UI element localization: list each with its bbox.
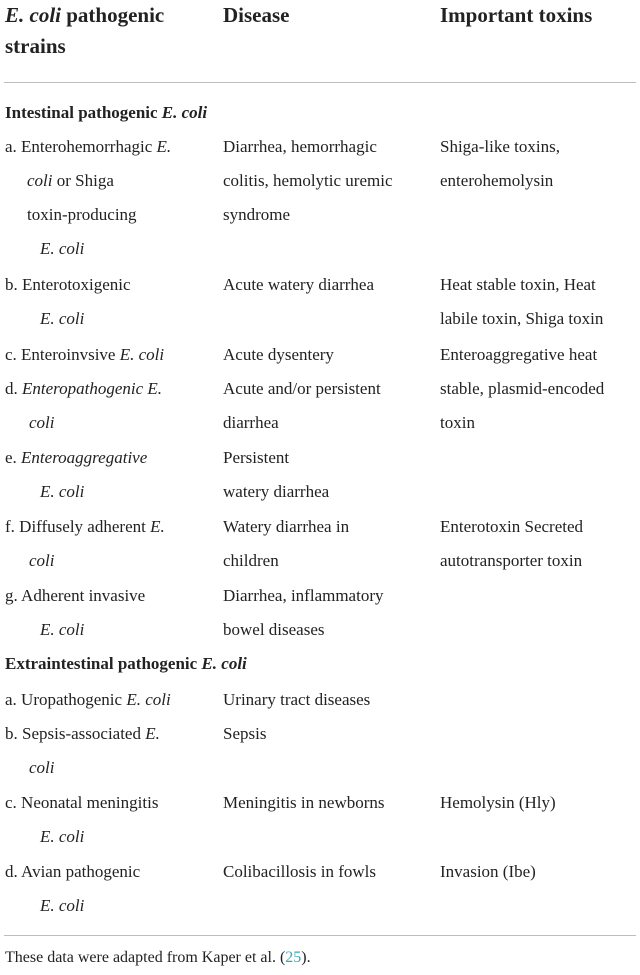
text-span: a. Enterohemorrhagic (5, 137, 157, 156)
italic-span: E. coli (40, 620, 85, 639)
row-a1-disease-l2: colitis, hemolytic uremic (223, 171, 393, 190)
italic-span: coli (29, 413, 55, 432)
row-b1-toxin-l1: Heat stable toxin, Heat (440, 275, 596, 294)
header-disease: Disease (223, 3, 290, 27)
row-d1-disease-l2: diarrhea (223, 413, 279, 432)
row-f1-toxin-l1: Enterotoxin Secreted (440, 517, 584, 536)
section-extraintestinal (5, 647, 247, 681)
row-a1-strain-l2 (27, 164, 114, 198)
footer-rule (4, 935, 636, 936)
header-strains-italic: E. coli (5, 3, 61, 27)
header-strains (5, 0, 164, 62)
text-span: d. (5, 379, 22, 398)
text-span: b. Sepsis-associated (5, 724, 146, 743)
row-d2-strain-l1: d. Avian pathogenic (5, 862, 141, 881)
row-d1-strain-l1 (5, 372, 162, 406)
row-d1-strain-l2 (29, 406, 55, 440)
italic-span: E. coli (40, 827, 85, 846)
row-b1-toxin-l2: labile toxin, Shiga toxin (440, 309, 604, 328)
italic-span: coli (29, 758, 55, 777)
row-a1-strain-l3: toxin-producing (27, 205, 137, 224)
row-c1-toxin-l1: Enteroaggregative heat (440, 345, 598, 364)
footnote-text: These data were adapted from Kaper et al. ( (5, 949, 286, 966)
row-f1-disease-l2: children (223, 551, 279, 570)
section-extraintestinal-italic: E. coli (201, 654, 247, 673)
section-extraintestinal-prefix: Extraintestinal pathogenic (5, 654, 202, 673)
header-toxins: Important toxins (440, 3, 593, 27)
row-c2-toxin-l1: Hemolysin (Hly) (440, 793, 556, 812)
row-d1-disease-l1: Acute and/or persistent (223, 379, 381, 398)
footnote (5, 941, 311, 975)
row-e1-disease-l2: watery diarrhea (223, 482, 330, 501)
italic-span: E. (145, 724, 160, 743)
row-f1-disease-l1: Watery diarrhea in (223, 517, 350, 536)
italic-span: coli (27, 171, 53, 190)
row-b1-strain-l1: b. Enterotoxigenic (5, 275, 131, 294)
section-intestinal-prefix: Intestinal pathogenic (5, 103, 162, 122)
row-f1-toxin-l2: autotransporter toxin (440, 551, 583, 570)
row-a2-strain-l1 (5, 683, 171, 717)
italic-span: E. coli (126, 690, 171, 709)
text-span: a. Uropathogenic (5, 690, 127, 709)
text-span: c. Enteroinvsive (5, 345, 120, 364)
text-span: f. Diffusely adherent (5, 517, 151, 536)
row-f1-strain-l2 (29, 544, 55, 578)
row-b2-disease-l1: Sepsis (223, 724, 267, 743)
row-g1-disease-l1: Diarrhea, inflammatory (223, 586, 384, 605)
row-a1-strain-l1 (5, 130, 171, 164)
row-d2-disease-l1: Colibacillosis in fowls (223, 862, 376, 881)
reference-link[interactable]: 25 (285, 949, 302, 966)
header-rule (4, 82, 636, 83)
italic-span: E. coli (119, 345, 165, 364)
italic-span: E. coli (40, 309, 85, 328)
italic-span: E. (150, 517, 165, 536)
row-b1-disease-l1: Acute watery diarrhea (223, 275, 375, 294)
section-intestinal-italic: E. coli (161, 103, 208, 122)
italic-span: E. coli (40, 239, 85, 258)
row-c1-strain-l1 (5, 338, 164, 372)
row-g1-strain-l1: g. Adherent invasive (5, 586, 146, 605)
row-c1-disease-l1: Acute dysentery (223, 345, 334, 364)
text-span: e. (5, 448, 22, 467)
italic-span: coli (29, 551, 55, 570)
text-span: or Shiga (52, 171, 114, 190)
row-d2-strain-l2 (40, 889, 84, 923)
row-e1-strain-l1 (5, 441, 147, 475)
row-a1-disease-l3: syndrome (223, 205, 291, 224)
italic-span: Enteroaggregative (21, 448, 148, 467)
row-a1-strain-l4 (40, 232, 84, 266)
row-e1-strain-l2 (40, 475, 84, 509)
italic-span: E. coli (40, 482, 85, 501)
row-c1-toxin-l2: stable, plasmid-encoded (440, 379, 605, 398)
italic-span: Enteropathogenic E. (22, 379, 163, 398)
footnote-close: ). (301, 949, 311, 966)
row-a1-disease-l1: Diarrhea, hemorrhagic (223, 137, 377, 156)
row-e1-disease-l1: Persistent (223, 448, 290, 467)
section-intestinal (5, 96, 207, 130)
row-c2-strain-l2 (40, 820, 84, 854)
row-b2-strain-l1 (5, 717, 160, 751)
italic-span: E. (156, 137, 172, 156)
header-strains-text: pathogenic (61, 3, 165, 27)
header-strains-line2: strains (5, 34, 66, 58)
row-g1-strain-l2 (40, 613, 84, 647)
row-f1-strain-l1 (5, 510, 165, 544)
row-b2-strain-l2 (29, 751, 55, 785)
row-c1-toxin-l3: toxin (440, 413, 475, 432)
row-b1-strain-l2 (40, 302, 84, 336)
row-a1-toxin-l2: enterohemolysin (440, 171, 554, 190)
italic-span: E. coli (40, 896, 85, 915)
row-a2-disease-l1: Urinary tract diseases (223, 690, 371, 709)
row-d2-toxin-l1: Invasion (Ibe) (440, 862, 536, 881)
row-g1-disease-l2: bowel diseases (223, 620, 325, 639)
row-a1-toxin-l1: Shiga-like toxins, (440, 137, 560, 156)
row-c2-strain-l1: c. Neonatal meningitis (5, 793, 159, 812)
row-c2-disease-l1: Meningitis in newborns (223, 793, 385, 812)
